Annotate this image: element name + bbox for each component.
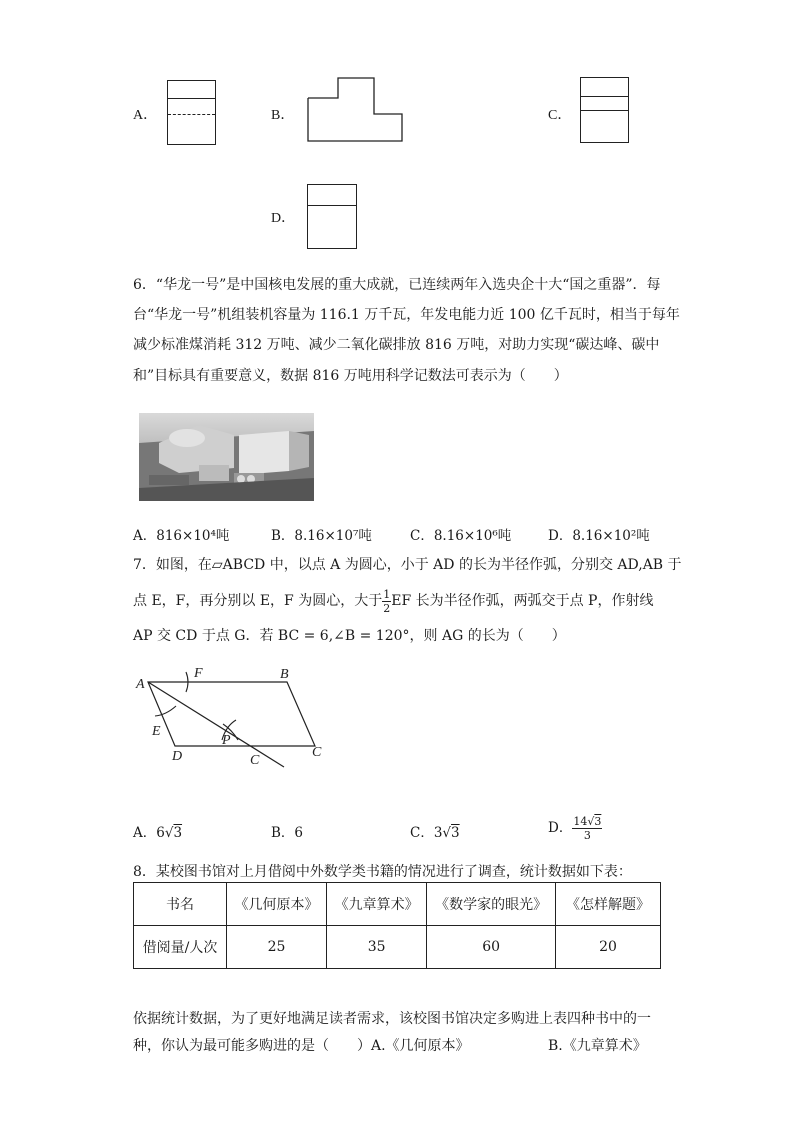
q7-text-line-1: 7．如图，在▱ABCD 中，以点 A 为圆心，小于 AD 的长为半径作弧，分别交 AD,AB 于	[133, 557, 682, 573]
q7-option-c-radicand: 3	[451, 825, 460, 841]
q7-text-line-3: AP 交 CD 于点 G．若 BC = 6,∠B = 120°，则 AG 的长为（ ）	[133, 628, 566, 644]
q7-fraction-num: 1	[383, 587, 391, 601]
q7-option-d-radicand: 3	[594, 815, 602, 828]
q6-text-line-1: 6．“华龙一号”是中国核电发展的重大成就，已连续两年入选央企十大“国之重器”．每	[133, 277, 661, 293]
q7-option-d-denominator: 3	[583, 829, 591, 842]
q7-option-d-numerator	[572, 815, 602, 829]
label-c-ray: C	[250, 753, 260, 768]
q7-option-d	[548, 815, 602, 842]
q5-option-d-figure	[307, 184, 357, 249]
q7-text-line-2	[133, 586, 653, 616]
q5-option-c-label: C．	[548, 108, 572, 123]
q5-option-c-figure	[580, 77, 629, 143]
q7-line2-post: EF 长为半径作弧，两弧交于点 P，作射线	[391, 593, 654, 609]
table-header-cell: 《数学家的眼光》	[427, 883, 556, 926]
q5-option-a-label: A．	[133, 108, 158, 123]
table-cell: 20	[556, 926, 661, 969]
label-f: F	[194, 666, 203, 681]
q8-intro: 8．某校图书馆对上月借阅中外数学类书籍的情况进行了调查，统计数据如下表：	[133, 864, 632, 880]
q8-text-line-1: 依据统计数据，为了更好地满足读者需求，该校图书馆决定多购进上表四种书中的一	[133, 1011, 651, 1027]
label-b: B	[280, 667, 289, 682]
table-header-cell: 《怎样解题》	[556, 883, 661, 926]
q7-option-d-coef: 14	[573, 815, 588, 828]
label-d: D	[172, 749, 183, 764]
q7-option-a-pre: A．6	[133, 825, 165, 841]
q5-option-b-label: B．	[271, 108, 295, 123]
label-p: P	[222, 733, 231, 748]
q6-text-line-3: 减少标准煤消耗 312 万吨、减少二氧化碳排放 816 万吨，对助力实现“碳达峰、碳中	[133, 337, 660, 353]
table-cell: 60	[427, 926, 556, 969]
q6-option-a: A．816×10⁴吨	[133, 528, 230, 544]
q7-line2-pre: 点 E，F，再分别以 E，F 为圆心，大于	[133, 593, 383, 609]
q8-option-b: B.《九章算术》	[548, 1038, 647, 1054]
q5-option-d-label: D．	[271, 211, 296, 226]
q7-option-a	[133, 821, 182, 841]
table-header-row	[134, 883, 661, 926]
label-a: A	[136, 677, 145, 692]
sqrt-icon: √	[164, 825, 174, 841]
q6-text-line-4: 和”目标具有重要意义，数据 816 万吨用科学记数法可表示为（ ）	[133, 368, 568, 384]
q8-text-line-2: 种，你认为最可能多购进的是（ ）A.《几何原本》	[133, 1038, 470, 1054]
label-c: C	[312, 745, 322, 760]
sqrt-icon: √	[587, 815, 595, 828]
table-cell: 35	[327, 926, 427, 969]
table-cell: 25	[227, 926, 327, 969]
borrowing-stats-table	[133, 882, 661, 969]
parallelogram-diagram	[130, 660, 340, 775]
q6-text-line-2: 台“华龙一号”机组装机容量为 116.1 万千瓦，年发电能力近 100 亿千瓦时，相当于每年	[133, 307, 680, 323]
sqrt-icon: √	[442, 825, 452, 841]
q7-option-c-pre: C．3	[410, 825, 443, 841]
q7-option-d-fraction	[572, 815, 602, 842]
q5-option-a-figure	[167, 80, 216, 145]
table-header-cell: 《九章算术》	[327, 883, 427, 926]
q5-option-b-figure	[305, 76, 405, 144]
table-cell: 借阅量/人次	[134, 926, 227, 969]
label-e: E	[152, 724, 161, 739]
q6-option-c: C．8.16×10⁶吨	[410, 528, 512, 544]
q7-option-d-pre: D．	[548, 820, 573, 836]
q7-option-c	[410, 821, 460, 841]
table-header-cell: 《几何原本》	[227, 883, 327, 926]
q6-option-b: B．8.16×10⁷吨	[271, 528, 372, 544]
q7-fraction-half	[382, 588, 391, 615]
q6-option-d: D．8.16×10²吨	[548, 528, 650, 544]
q7-option-b: B．6	[271, 825, 304, 841]
table-header-cell: 书名	[134, 883, 227, 926]
table-row	[134, 926, 661, 969]
q7-option-a-radicand: 3	[173, 825, 183, 841]
q7-fraction-den: 2	[383, 601, 391, 615]
nuclear-plant-photo	[139, 413, 314, 501]
